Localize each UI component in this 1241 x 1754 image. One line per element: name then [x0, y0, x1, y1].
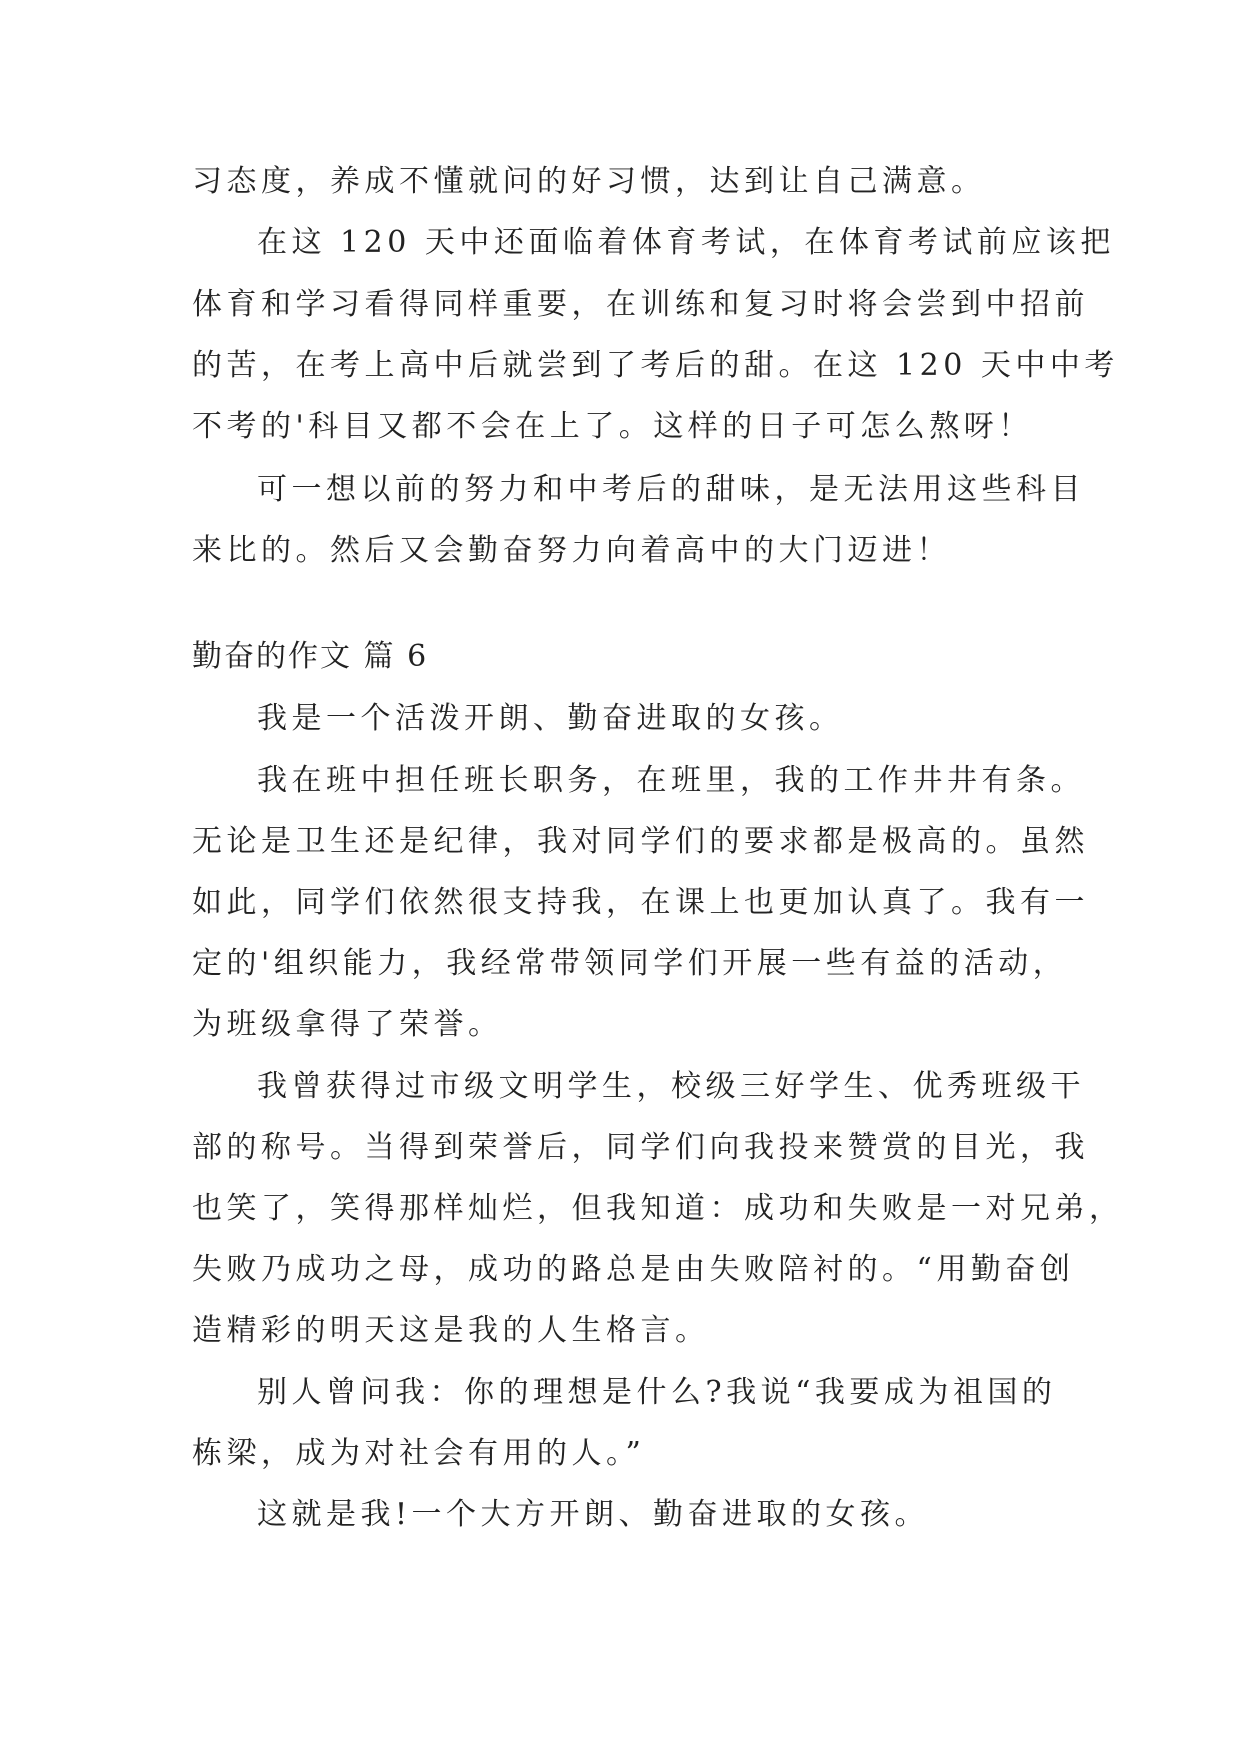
text-line: 的苦，在考上高中后就尝到了考后的甜。在这 120 天中中考 — [192, 348, 1119, 383]
text-line: 来比的。然后又会勤奋努力向着高中的大门迈进！ — [192, 533, 951, 568]
text-line: 在这 120 天中还面临着体育考试，在体育考试前应该把 — [257, 225, 1115, 260]
text-line: 可一想以前的努力和中考后的甜味，是无法用这些科目 — [257, 472, 1085, 507]
text-line: 体育和学习看得同样重要，在训练和复习时将会尝到中招前 — [192, 287, 1089, 322]
text-line: 为班级拿得了荣誉。 — [192, 1007, 503, 1042]
text-line: 失败乃成功之母，成功的路总是由失败陪衬的。“用勤奋创 — [192, 1252, 1075, 1287]
text-line: 别人曾问我：你的理想是什么?我说“我要成为祖国的 — [257, 1375, 1057, 1410]
text-line: 无论是卫生还是纪律，我对同学们的要求都是极高的。虽然 — [192, 824, 1089, 859]
text-line: 我在班中担任班长职务，在班里，我的工作井井有条。 — [257, 763, 1085, 798]
text-line: 定的'组织能力，我经常带领同学们开展一些有益的活动， — [192, 946, 1068, 981]
text-line: 栋梁，成为对社会有用的人。” — [192, 1436, 646, 1471]
text-line: 也笑了，笑得那样灿烂，但我知道：成功和失败是一对兄弟， — [192, 1191, 1124, 1226]
text-line: 习态度，养成不懂就问的好习惯，达到让自己满意。 — [192, 164, 986, 199]
text-line: 如此，同学们依然很支持我，在课上也更加认真了。我有一 — [192, 885, 1089, 920]
text-line: 部的称号。当得到荣誉后，同学们向我投来赞赏的目光，我 — [192, 1130, 1089, 1165]
text-line: 这就是我!一个大方开朗、勤奋进取的女孩。 — [257, 1497, 930, 1532]
text-line: 造精彩的明天这是我的人生格言。 — [192, 1313, 710, 1348]
article-heading: 勤奋的作文 篇 6 — [192, 639, 429, 674]
text-line: 我是一个活泼开朗、勤奋进取的女孩。 — [257, 701, 844, 736]
text-line: 我曾获得过市级文明学生，校级三好学生、优秀班级干 — [257, 1069, 1085, 1104]
text-line: 不考的'科目又都不会在上了。这样的日子可怎么熬呀！ — [192, 409, 1033, 444]
